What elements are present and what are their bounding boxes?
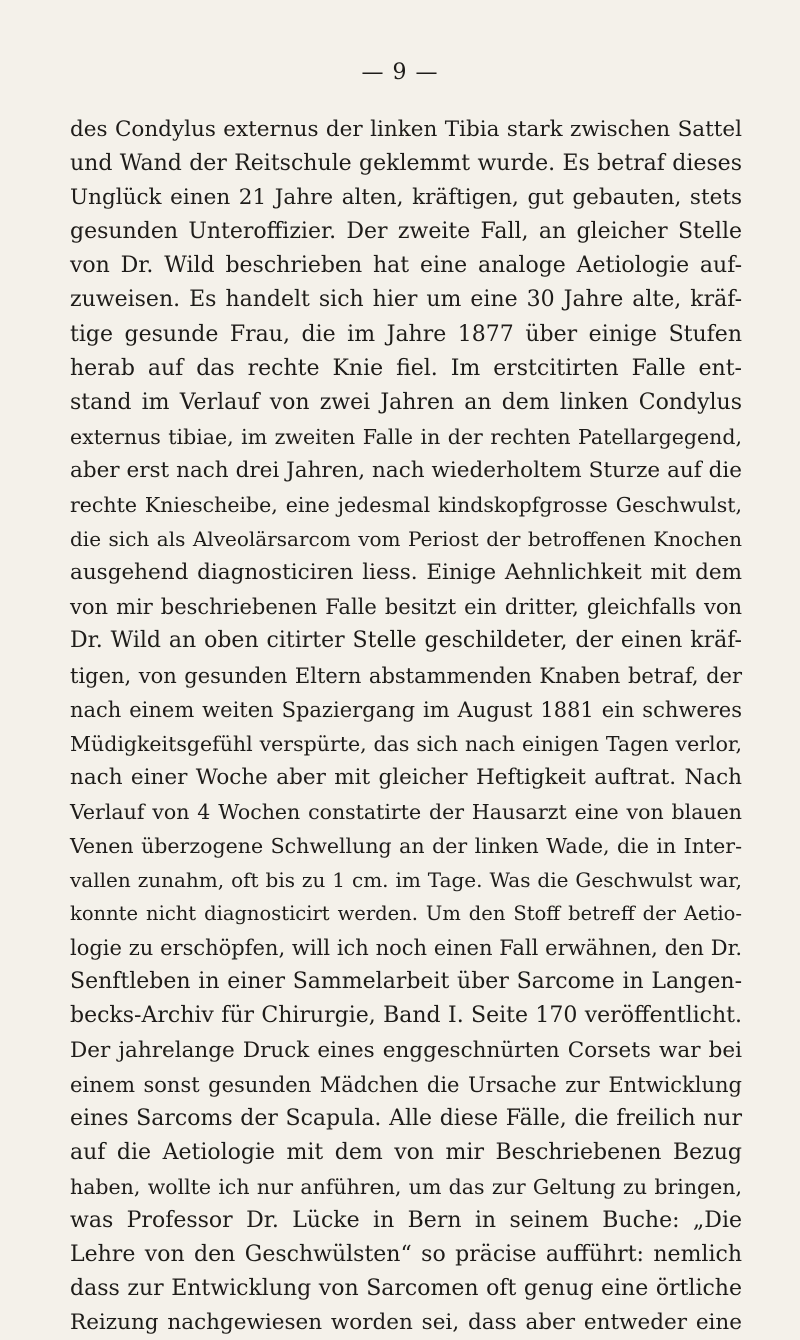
text-line: haben, wollte ich nur anführen, um das zur Geltung zu bringen, xyxy=(70,1174,742,1199)
text-line: Reizung nachgewiesen worden sei, dass aber entweder eine xyxy=(70,1310,742,1336)
text-line: logie zu erschöpfen, will ich noch einen Fall erwähnen, den Dr. xyxy=(70,936,742,961)
text-line: Lehre von den Geschwülsten“ so präcise aufführt: nemlich xyxy=(70,1242,742,1268)
text-line: Venen überzogene Schwellung an der linken Wade, die in Inter- xyxy=(70,833,742,858)
text-line: externus tibiae, im zweiten Falle in der rechten Patellargegend, xyxy=(70,424,742,449)
text-line: zuweisen. Es handelt sich hier um eine 30 Jahre alte, kräf- xyxy=(70,287,742,313)
text-line: herab auf das rechte Knie fiel. Im erstcitirten Falle ent- xyxy=(70,355,742,381)
text-line: Dr. Wild an oben citirter Stelle geschildeter, der einen kräf- xyxy=(70,628,742,654)
text-line: becks-Archiv für Chirurgie, Band I. Seite 170 veröffentlicht. xyxy=(70,1003,742,1029)
text-line: eines Sarcoms der Scapula. Alle diese Fälle, die freilich nur xyxy=(70,1105,742,1131)
text-line: und Wand der Reitschule geklemmt wurde. Es betraf dieses xyxy=(70,151,742,177)
text-line: Senftleben in einer Sammelarbeit über Sarcome in Langen- xyxy=(70,969,742,995)
text-line: Müdigkeitsgefühl verspürte, das sich nach einigen Tagen verlor, xyxy=(70,731,742,756)
text-line: konnte nicht diagnosticirt werden. Um den Stoff betreff der Aetio- xyxy=(70,902,742,926)
text-line: aber erst nach drei Jahren, nach wiederholtem Sturze auf die xyxy=(70,457,742,483)
text-line: Der jahrelange Druck eines enggeschnürten Corsets war bei xyxy=(70,1037,742,1063)
text-line: rechte Kniescheibe, eine jedesmal kindskopfgrosse Geschwulst, xyxy=(70,493,742,518)
text-line: von Dr. Wild beschrieben hat eine analoge Aetiologie auf- xyxy=(70,253,742,279)
text-line: auf die Aetiologie mit dem von mir Beschriebenen Bezug xyxy=(70,1139,742,1165)
text-line: tige gesunde Frau, die im Jahre 1877 über einige Stufen xyxy=(70,321,742,347)
text-line: die sich als Alveolärsarcom vom Periost der betroffenen Knochen xyxy=(70,527,742,552)
text-line: des Condylus externus der linken Tibia stark zwischen Sattel xyxy=(70,117,742,142)
text-line: Verlauf von 4 Wochen constatirte der Hausarzt eine von blauen xyxy=(70,799,742,824)
page-number: — 9 — xyxy=(361,60,439,85)
body-text xyxy=(70,113,742,1340)
text-line: Unglück einen 21 Jahre alten, kräftigen, gut gebauten, stets xyxy=(70,185,742,211)
text-line: stand im Verlauf von zwei Jahren an dem linken Condylus xyxy=(70,389,742,415)
text-line: dass zur Entwicklung von Sarcomen oft genug eine örtliche xyxy=(70,1276,742,1302)
text-line: von mir beschriebenen Falle besitzt ein dritter, gleichfalls von xyxy=(70,595,742,620)
text-line: nach einer Woche aber mit gleicher Heftigkeit auftrat. Nach xyxy=(70,764,742,790)
text-line: einem sonst gesunden Mädchen die Ursache zur Entwicklung xyxy=(70,1072,742,1097)
text-line: was Professor Dr. Lücke in Bern in seinem Buche: „Die xyxy=(70,1208,742,1233)
text-line: nach einem weiten Spaziergang im August 1881 ein schweres xyxy=(70,697,742,722)
text-line: ausgehend diagnosticiren liess. Einige Aehnlichkeit mit dem xyxy=(70,560,742,586)
text-line: vallen zunahm, oft bis zu 1 cm. im Tage. Was die Geschwulst war, xyxy=(70,868,742,893)
text-line: tigen, von gesunden Eltern abstammenden Knaben betraf, der xyxy=(70,663,742,688)
text-line: gesunden Unteroffizier. Der zweite Fall, an gleicher Stelle xyxy=(70,219,742,245)
